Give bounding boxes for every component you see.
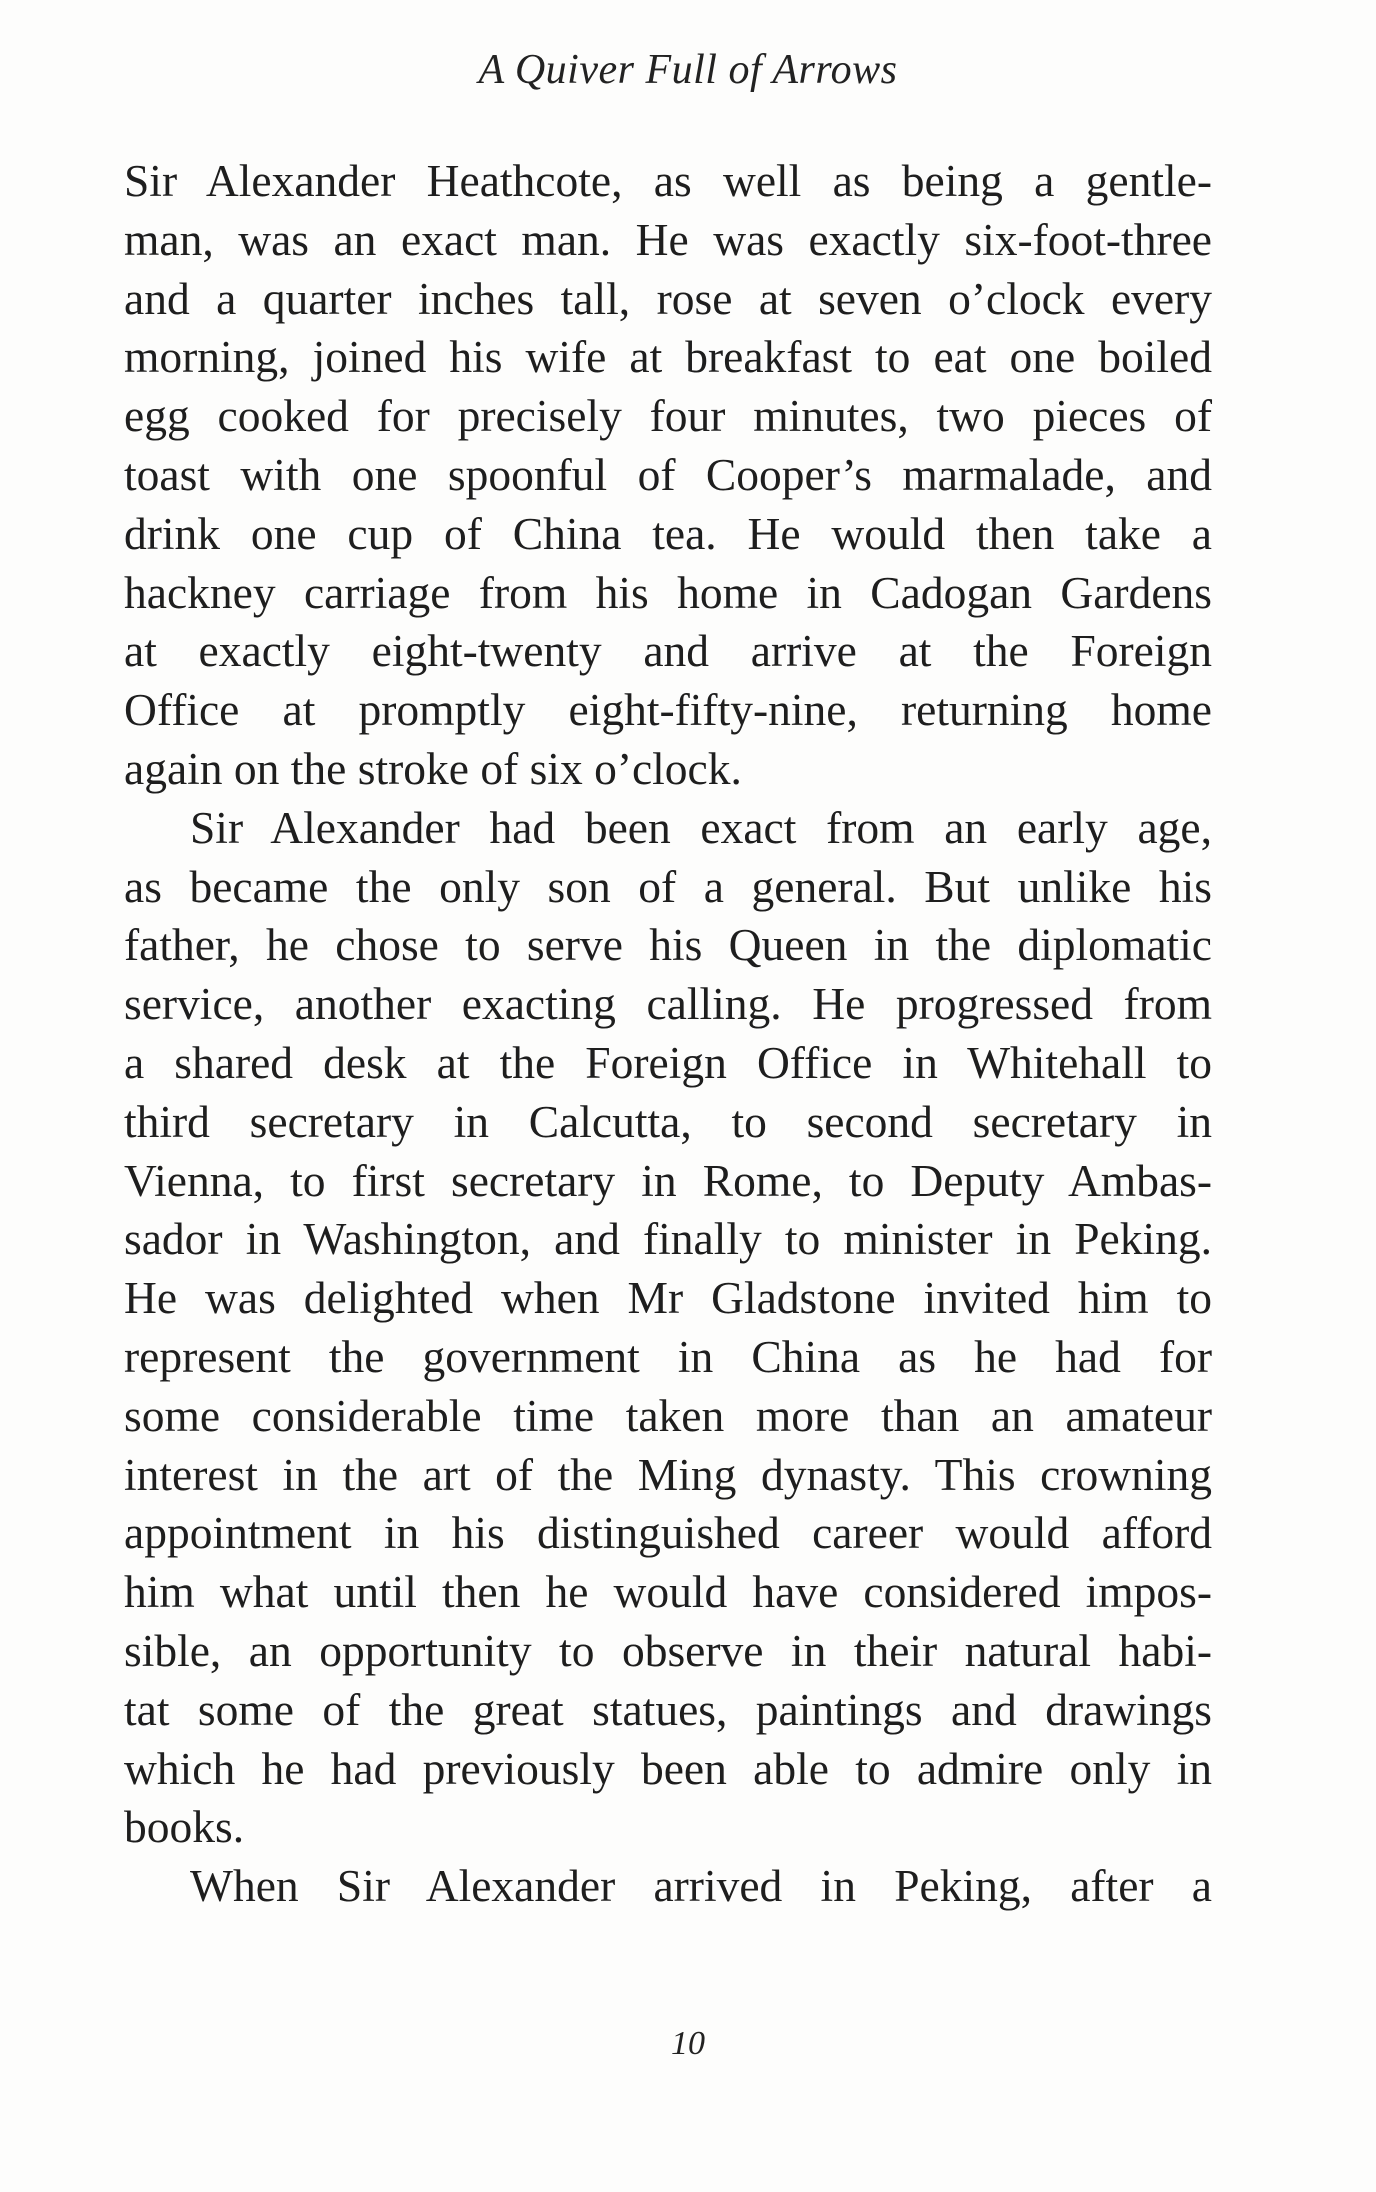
text-line: sible, an opportunity to observe in their natural habi- xyxy=(124,1624,1212,1676)
text-line: egg cooked for precisely four minutes, two pieces of xyxy=(124,390,1212,442)
text-line: Office at promptly eight-fifty-nine, returning home xyxy=(124,684,1212,736)
text-line: represent the government in China as he had for xyxy=(124,1330,1212,1382)
text-line: morning, joined his wife at breakfast to eat one boiled xyxy=(124,331,1212,383)
text-line: When Sir Alexander arrived in Peking, after a xyxy=(190,1860,1212,1912)
text-line: books. xyxy=(124,1801,245,1853)
text-line: Vienna, to first secretary in Rome, to Deputy Ambas- xyxy=(124,1154,1212,1206)
text-line: Sir Alexander had been exact from an early age, xyxy=(190,801,1212,853)
text-line: Sir Alexander Heathcote, as well as being a gentle- xyxy=(124,155,1212,206)
text-line: drink one cup of China tea. He would then take a xyxy=(124,507,1212,559)
text-line: a shared desk at the Foreign Office in Whitehall to xyxy=(124,1036,1212,1088)
paragraph-2 xyxy=(124,799,1212,1857)
paragraph-1 xyxy=(124,152,1212,799)
text-line: him what until then he would have considered impos- xyxy=(124,1566,1212,1618)
paragraph-3 xyxy=(124,1857,1212,1916)
text-line: man, was an exact man. He was exactly six-foot-three xyxy=(124,213,1212,265)
text-line: as became the only son of a general. But unlike his xyxy=(124,860,1212,912)
text-line: third secretary in Calcutta, to second secretary in xyxy=(124,1095,1212,1147)
text-line: hackney carriage from his home in Cadogan Gardens xyxy=(124,566,1212,618)
text-line: interest in the art of the Ming dynasty. This crowning xyxy=(124,1448,1212,1500)
text-line: which he had previously been able to admire only in xyxy=(124,1742,1212,1794)
body-text xyxy=(124,152,1212,1916)
text-line: tat some of the great statues, paintings and drawings xyxy=(124,1683,1212,1735)
text-line: appointment in his distinguished career would afford xyxy=(124,1507,1212,1559)
text-line: again on the stroke of six o’clock. xyxy=(124,742,742,794)
text-line: father, he chose to serve his Queen in the diplomatic xyxy=(124,919,1212,971)
running-head: A Quiver Full of Arrows xyxy=(478,47,898,93)
text-line: at exactly eight-twenty and arrive at the Foreign xyxy=(124,625,1212,677)
text-line: and a quarter inches tall, rose at seven o’clock every xyxy=(124,272,1212,324)
text-line: He was delighted when Mr Gladstone invited him to xyxy=(124,1272,1212,1324)
text-line: some considerable time taken more than an amateur xyxy=(124,1389,1212,1441)
text-line: toast with one spoonful of Cooper’s marmalade, and xyxy=(124,448,1212,500)
text-line: service, another exacting calling. He progressed from xyxy=(124,978,1212,1030)
page-number: 10 xyxy=(671,2025,705,2062)
text-line: sador in Washington, and finally to minister in Peking. xyxy=(124,1213,1212,1265)
